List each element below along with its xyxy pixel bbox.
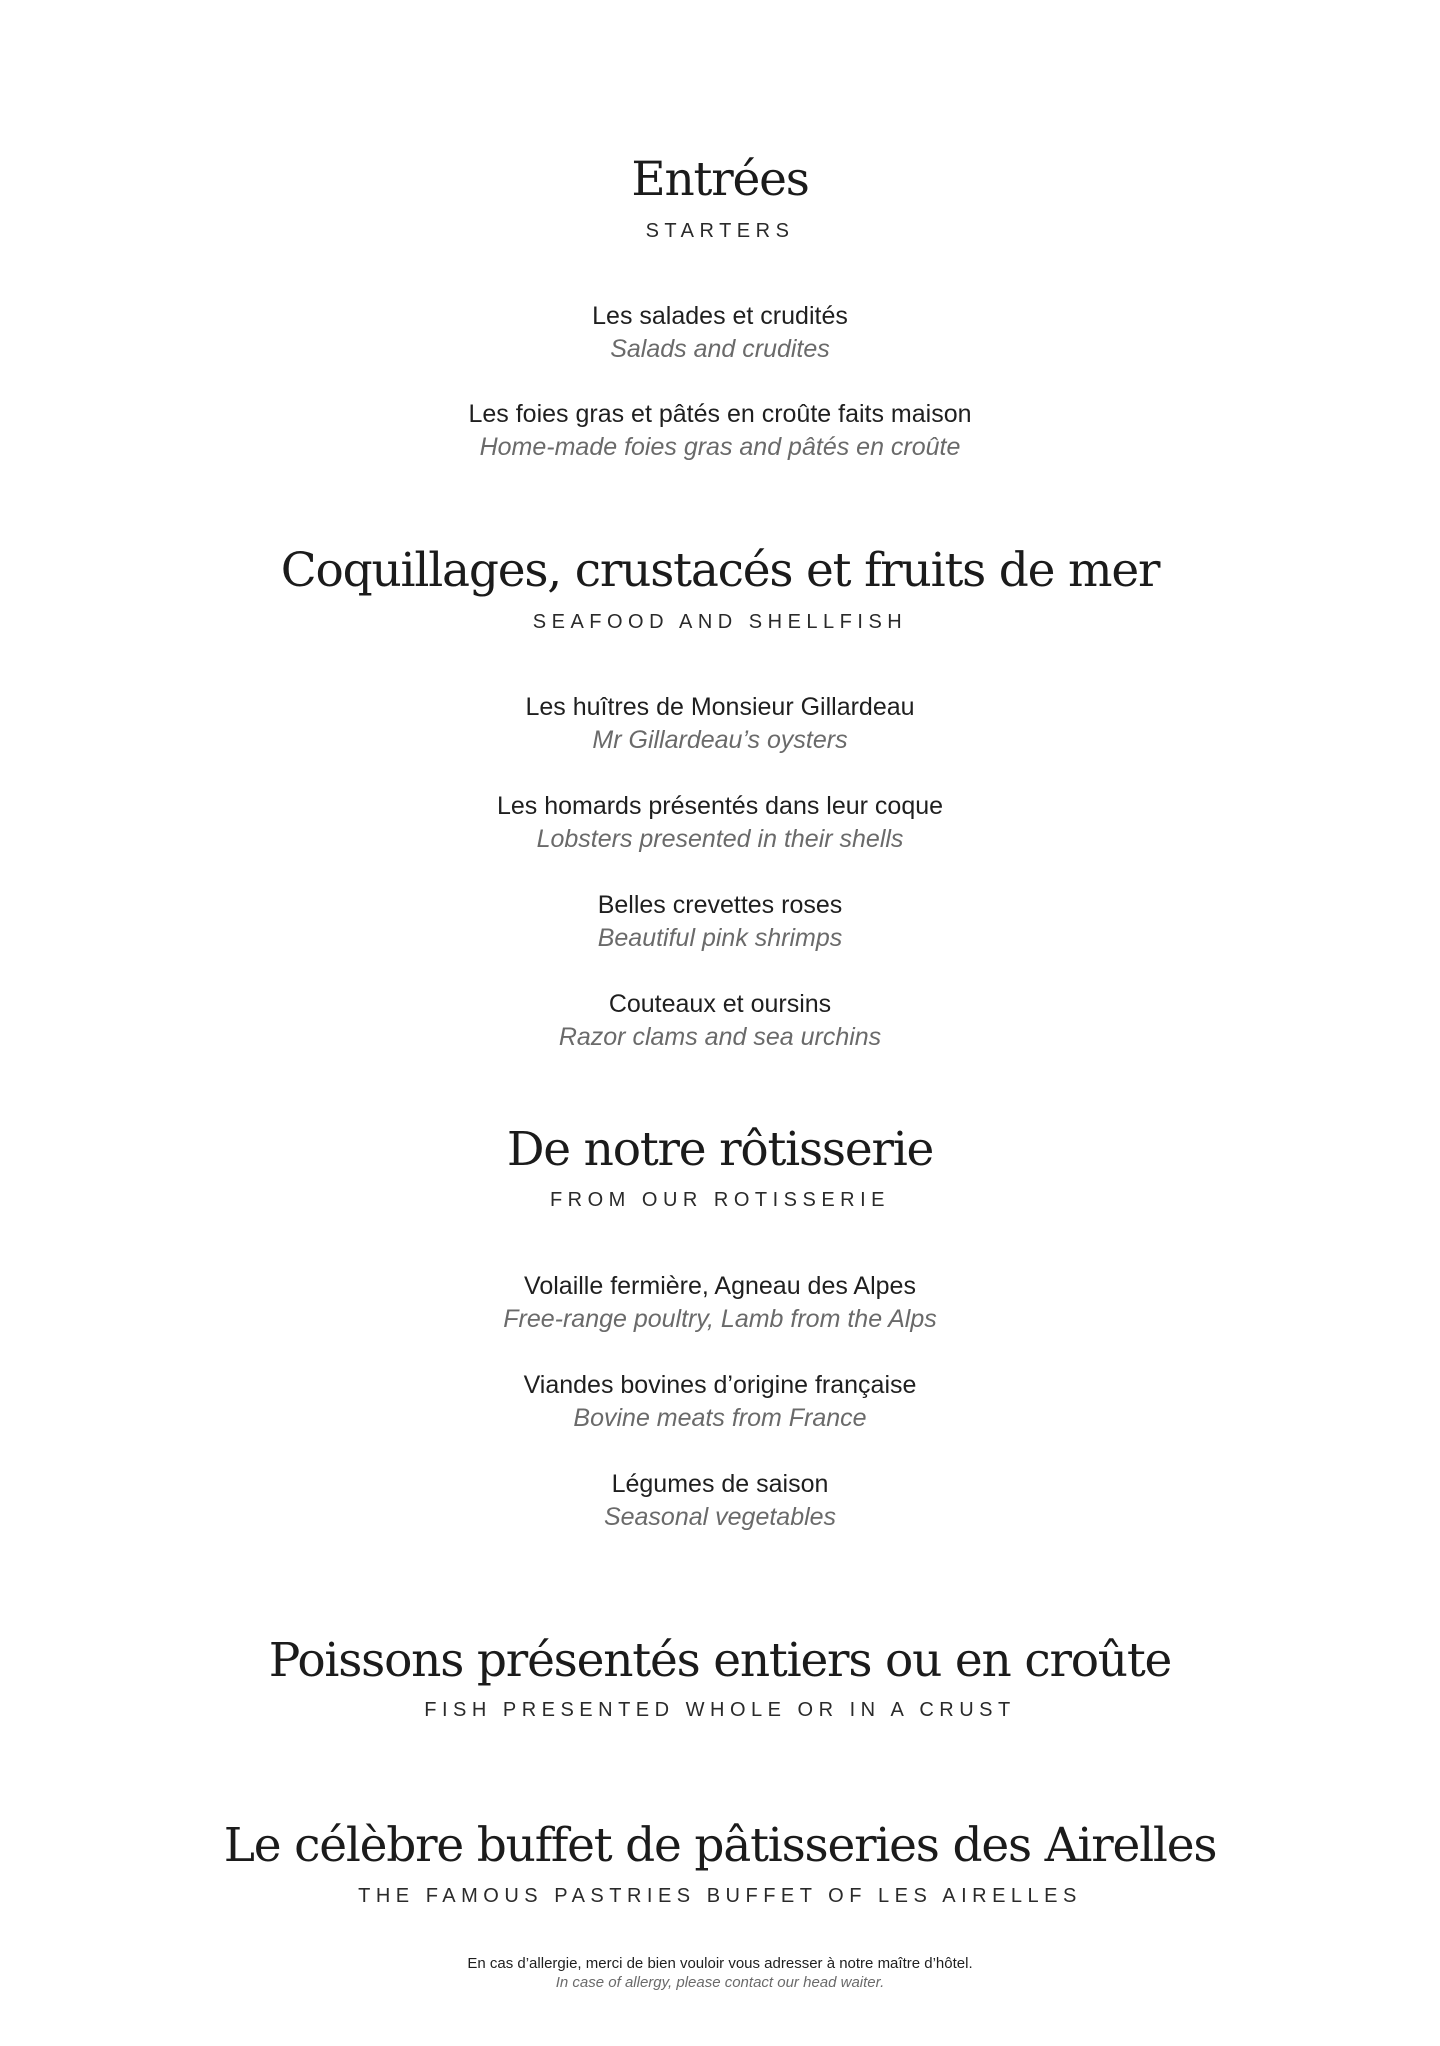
section-title: Poissons présentés entiers ou en croûte — [268, 1633, 1172, 1688]
section-subtitle: FISH PRESENTED WHOLE OR IN A CRUST — [424, 1699, 1016, 1721]
menu-item-english: Free-range poultry, Lamb from the Alps — [503, 1305, 937, 1333]
menu-item-english: Home-made foies gras and pâtés en croûte — [479, 433, 961, 461]
section-subtitle: THE FAMOUS PASTRIES BUFFET OF LES AIRELLES — [358, 1885, 1082, 1907]
menu-item-french: Viandes bovines d’origine française — [523, 1371, 917, 1399]
menu-item-english: Razor clams and sea urchins — [558, 1023, 882, 1051]
menu-item-english: Bovine meats from France — [573, 1404, 867, 1432]
section-subtitle: STARTERS — [645, 220, 795, 242]
menu-item-english: Salads and crudites — [610, 335, 830, 363]
allergy-notice-english: In case of allergy, please contact our head waiter. — [555, 1974, 885, 1991]
section-title: Le célèbre buffet de pâtisseries des Airelles — [223, 1818, 1217, 1873]
menu-item-english: Seasonal vegetables — [603, 1503, 837, 1531]
menu-item-french: Les foies gras et pâtés en croûte faits maison — [468, 400, 972, 428]
menu-item-french: Les salades et crudités — [592, 302, 848, 330]
menu-item-french: Légumes de saison — [611, 1470, 829, 1498]
menu-item-french: Belles crevettes roses — [597, 891, 843, 919]
section-title: Entrées — [631, 152, 809, 207]
section-subtitle: FROM OUR ROTISSERIE — [549, 1189, 891, 1211]
menu-item-french: Les huîtres de Monsieur Gillardeau — [525, 693, 915, 721]
allergy-notice-french: En cas d’allergie, merci de bien vouloir vous adresser à notre maître d’hôtel. — [467, 1955, 973, 1972]
menu-item-french: Couteaux et oursins — [608, 990, 832, 1018]
section-title: De notre rôtisserie — [506, 1122, 934, 1177]
section-title: Coquillages, crustacés et fruits de mer — [280, 543, 1160, 598]
menu-item-english: Beautiful pink shrimps — [597, 924, 843, 952]
menu-item-english: Mr Gillardeau’s oysters — [592, 726, 848, 754]
section-subtitle: SEAFOOD AND SHELLFISH — [532, 611, 908, 633]
menu-item-french: Les homards présentés dans leur coque — [496, 792, 944, 820]
menu-item-english: Lobsters presented in their shells — [536, 825, 904, 853]
menu-item-french: Volaille fermière, Agneau des Alpes — [524, 1272, 916, 1300]
